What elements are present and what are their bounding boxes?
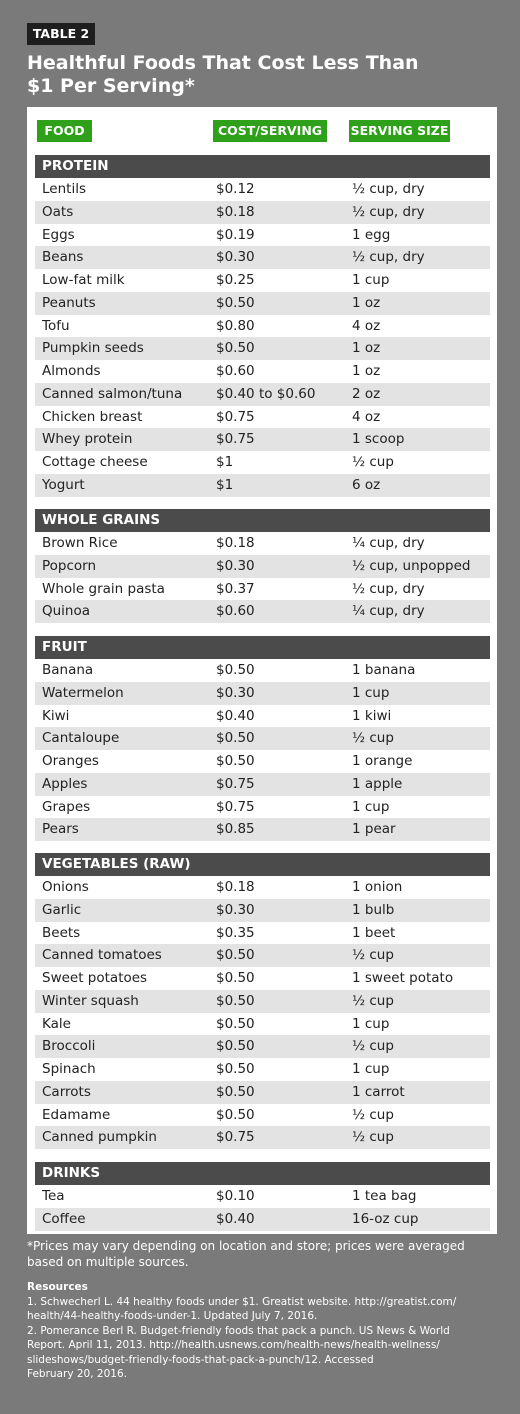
footnote: *Prices may vary depending on location and store; prices were averaged based on multiple sources. [27,1239,465,1269]
food-name: Canned tomatoes [42,947,162,964]
table-row [35,360,490,383]
header-cost: COST/SERVING [213,120,327,142]
table-row [35,532,490,555]
table-row [35,555,490,578]
food-name: Cottage cheese [42,454,148,470]
table-row [35,292,490,315]
food-name: Pears [42,821,79,838]
resource-line: 1. Schwecherl L. 44 healthy foods under $1. Greatist website. http://greatist.com/ [27,1295,457,1308]
cost-per-serving: $0.50 [216,294,255,311]
cost-per-serving: $0.30 [216,249,255,266]
table-row [35,773,490,796]
serving-size: 1 oz [352,340,381,357]
table-row [35,659,490,682]
serving-size: 4 oz [352,408,381,425]
resource-line: slideshows/budget-friendly-foods-that-pack-a-punch/12. Accessed [27,1353,374,1366]
cost-per-serving: $0.85 [216,821,255,838]
table-row [35,224,490,247]
cost-per-serving: $0.60 [216,603,255,620]
resources [27,1280,502,1382]
food-name: Popcorn [42,557,97,574]
table-row [35,818,490,841]
food-name: Sweet potatoes [42,970,148,986]
header-serving-size: SERVING SIZE [349,120,450,142]
table-row [35,451,490,474]
serving-size: 16-oz cup [352,1210,419,1227]
table-row [35,944,490,967]
serving-size: ½ cup, unpopped [352,557,471,574]
serving-size: 1 cup [352,272,390,288]
serving-size: 1 cup [352,1015,390,1032]
serving-size: 1 beet [352,924,396,941]
cost-per-serving: $0.18 [216,879,255,895]
serving-size: ½ cup [352,992,394,1009]
serving-size: ½ cup, dry [352,580,425,597]
table-row [35,1126,490,1149]
food-name: Kiwi [42,707,70,724]
table-row [35,337,490,360]
header-food: FOOD [37,120,92,142]
cost-per-serving: $0.50 [216,1106,255,1123]
serving-size: ¼ cup, dry [352,603,425,620]
section-protein [35,155,490,497]
cost-per-serving: $0.75 [216,775,255,792]
title-line: $1 Per Serving* [27,75,195,97]
section-heading: DRINKS [35,1162,490,1185]
serving-size: 1 cup [352,798,390,815]
cost-per-serving: $0.50 [216,1083,255,1100]
cost-per-serving: $0.75 [216,408,255,425]
resource-line: health/44-healthy-foods-under-1. Updated July 7, 2016. [27,1310,318,1322]
table-row [35,682,490,705]
food-name: Broccoli [42,1038,96,1055]
cost-per-serving: $0.35 [216,924,255,941]
food-name: Tea [42,1188,65,1204]
table-row [35,967,490,990]
food-name: Onions [42,879,89,895]
serving-size: 1 oz [352,294,381,311]
serving-size: 1 cup [352,1061,390,1077]
food-name: Brown Rice [42,535,118,551]
table-row [35,750,490,773]
cost-per-serving: $0.50 [216,970,255,986]
table-row [35,899,490,922]
table-row [35,1104,490,1127]
serving-size: 1 tea bag [352,1188,417,1204]
table-row [35,1081,490,1104]
table-row [35,990,490,1013]
cost-per-serving: $0.30 [216,684,255,701]
food-name: Oats [42,203,74,220]
table-row [35,315,490,338]
cost-per-serving: $0.19 [216,226,255,243]
serving-size: 1 kiwi [352,707,392,724]
food-name: Whey protein [42,431,133,448]
table-row [35,269,490,292]
serving-size: ½ cup, dry [352,181,425,197]
serving-size: 1 orange [352,753,413,769]
resource-line: February 20, 2016. [27,1368,127,1380]
table-row [35,1035,490,1058]
table-row [35,578,490,601]
serving-size: ¼ cup, dry [352,535,425,551]
food-name: Edamame [42,1106,111,1123]
table-row [35,1208,490,1231]
food-name: Coffee [42,1210,86,1227]
table-row [35,1185,490,1208]
food-name: Tofu [42,317,70,334]
food-name: Yogurt [42,476,85,493]
food-name: Oranges [42,753,99,769]
table-row [35,1058,490,1081]
table-row [35,474,490,497]
serving-size: 1 bulb [352,901,395,918]
table-row [35,428,490,451]
table-row [35,600,490,623]
serving-size: 1 pear [352,821,396,838]
cost-per-serving: $0.30 [216,901,255,918]
cost-per-serving: $0.25 [216,272,255,288]
section-whole-grains [35,509,490,623]
food-name: Whole grain pasta [42,580,165,597]
section-vegetables-raw [35,853,490,1149]
table-row [35,383,490,406]
food-table [27,107,497,1234]
cost-per-serving: $0.37 [216,580,255,597]
table-row [35,876,490,899]
cost-per-serving: $0.40 to $0.60 [216,385,316,402]
food-name: Canned pumpkin [42,1129,157,1146]
cost-per-serving: $0.18 [216,203,255,220]
cost-per-serving: $0.40 [216,1210,255,1227]
cost-per-serving: $0.50 [216,340,255,357]
section-heading: WHOLE GRAINS [35,509,490,532]
page-title [27,52,497,98]
cost-per-serving: $0.75 [216,1129,255,1146]
cost-per-serving: $0.75 [216,798,255,815]
serving-size: ½ cup [352,947,394,964]
serving-size: 4 oz [352,317,381,334]
food-name: Canned salmon/tuna [42,385,183,402]
title-line: Healthful Foods That Cost Less Than [27,52,419,74]
food-name: Spinach [42,1061,96,1077]
serving-size: 1 carrot [352,1083,405,1100]
table-row [35,1013,490,1036]
food-name: Apples [42,775,88,792]
serving-size: ½ cup [352,1129,394,1146]
section-heading: PROTEIN [35,155,490,178]
serving-size: ½ cup [352,1038,394,1055]
food-name: Winter squash [42,992,139,1009]
table-row [35,796,490,819]
cost-per-serving: $0.50 [216,947,255,964]
food-name: Eggs [42,226,75,243]
cost-per-serving: $0.80 [216,317,255,334]
cost-per-serving: $0.50 [216,992,255,1009]
serving-size: ½ cup [352,454,394,470]
cost-per-serving: $0.75 [216,431,255,448]
cost-per-serving: $0.50 [216,662,255,678]
serving-size: 1 sweet potato [352,970,454,986]
table-row [35,201,490,224]
serving-size: 1 apple [352,775,403,792]
serving-size: 2 oz [352,385,381,402]
food-name: Garlic [42,901,82,918]
food-name: Watermelon [42,684,124,701]
food-name: Grapes [42,798,91,815]
food-name: Peanuts [42,294,96,311]
resource-line: Report. April 11, 2013. http://health.usnews.com/health-news/health-wellness/ [27,1339,440,1351]
food-name: Cantaloupe [42,730,120,747]
section-fruit [35,636,490,841]
cost-per-serving: $1 [216,454,234,470]
serving-size: 1 banana [352,662,416,678]
resource-line: 2. Pomerance Berl R. Budget-friendly foods that pack a punch. US News & World [27,1324,450,1337]
table-row [35,705,490,728]
table-row [35,922,490,945]
cost-per-serving: $0.60 [216,363,255,379]
table-row [35,727,490,750]
serving-size: 1 oz [352,363,381,379]
food-name: Quinoa [42,603,91,620]
resources-heading: Resources [27,1281,88,1293]
food-name: Almonds [42,363,101,379]
food-name: Carrots [42,1083,91,1100]
section-heading: FRUIT [35,636,490,659]
food-name: Pumpkin seeds [42,340,144,357]
serving-size: 1 cup [352,684,390,701]
serving-size: 1 onion [352,879,403,895]
cost-per-serving: $0.12 [216,181,255,197]
cost-per-serving: $0.10 [216,1188,255,1204]
serving-size: ½ cup [352,1106,394,1123]
serving-size: ½ cup, dry [352,249,425,266]
cost-per-serving: $0.50 [216,1038,255,1055]
cost-per-serving: $0.50 [216,730,255,747]
table-badge: TABLE 2 [27,23,95,45]
food-name: Lentils [42,181,86,197]
serving-size: 6 oz [352,476,381,493]
food-name: Beets [42,924,81,941]
food-name: Kale [42,1015,71,1032]
cost-per-serving: $0.40 [216,707,255,724]
table-row [35,246,490,269]
cost-per-serving: $0.30 [216,557,255,574]
table-row [35,406,490,429]
cost-per-serving: $0.50 [216,753,255,769]
food-name: Banana [42,662,94,678]
serving-size: ½ cup, dry [352,203,425,220]
section-heading: VEGETABLES (RAW) [35,853,490,876]
section-drinks [35,1162,490,1231]
cost-per-serving: $1 [216,476,234,493]
cost-per-serving: $0.50 [216,1061,255,1077]
serving-size: ½ cup [352,730,394,747]
food-name: Beans [42,249,84,266]
table-row [35,178,490,201]
food-name: Low-fat milk [42,272,125,288]
serving-size: 1 scoop [352,431,405,448]
cost-per-serving: $0.18 [216,535,255,551]
food-name: Chicken breast [42,408,143,425]
serving-size: 1 egg [352,226,391,243]
cost-per-serving: $0.50 [216,1015,255,1032]
